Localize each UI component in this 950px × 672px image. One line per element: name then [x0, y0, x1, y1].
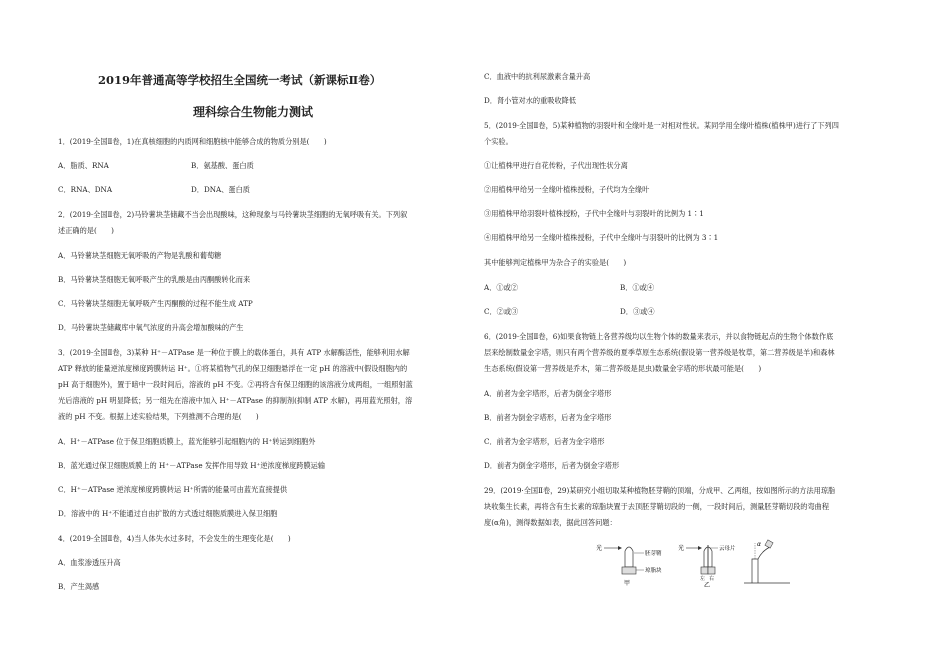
coleoptile-tip-jia: [625, 547, 633, 567]
coleoptile-segment: [752, 559, 758, 583]
q3-stem-line5: 液的 pH 不变。根据上述实验结果，下列推测不合理的是( ): [58, 412, 259, 421]
coleoptile-figure: [594, 537, 794, 589]
q1-option-d: D．DNA、蛋白质: [191, 185, 250, 194]
q5-experiment-1: ①让植株甲进行自花传粉，子代出现性状分离: [484, 161, 628, 170]
q2-option-c: C．马铃薯块茎细胞无氧呼吸产生丙酮酸的过程不能生成 ATP: [58, 299, 253, 308]
q5-stem-line1: 5．(2019·全国Ⅱ卷，5)某种植物的羽裂叶和全缘叶是一对相对性状。某同学用全缘叶植株(植株甲)进行了下列四: [484, 121, 839, 130]
q5-experiment-2: ②用植株甲给另一全缘叶植株授粉，子代均为全缘叶: [484, 185, 650, 194]
fig-coleoptile-label: 胚芽鞘: [645, 551, 662, 557]
bent-part: [758, 547, 770, 559]
q5-experiment-3: ③用植株甲给羽裂叶植株授粉，子代中全缘叶与羽裂叶的比例为 1∶1: [484, 209, 704, 218]
agar-block-right: [708, 567, 715, 574]
q1-option-a: A．脂质、RNA: [58, 161, 109, 170]
q6-option-c: C．前者为金字塔形，后者为金字塔形: [484, 437, 605, 446]
q3-option-d: D．溶液中的 H⁺不能通过自由扩散的方式透过细胞质膜进入保卫细胞: [58, 509, 278, 518]
q4-option-a: A．血浆渗透压升高: [58, 558, 121, 567]
exam-title: 2019年普通高等学校招生全国统一考试（新课标Ⅱ卷）: [98, 73, 382, 87]
q3-stem-line3: pH 高于细胞外)，置于暗中一段时间后，溶液的 pH 不变。②再将含有保卫细胞的该溶液分成两组，一组照射蓝: [58, 380, 413, 389]
q3-stem-line2: ATP 释放的能量逆浓度梯度跨膜转运 H⁺。①将某植物气孔的保卫细胞悬浮在一定 pH 的溶液中(假设细胞内的: [58, 364, 408, 373]
q6-stem-line3: 生态系统(假设第一营养级是乔木，第二营养级是昆虫)数量金字塔的形状最可能是( ): [484, 364, 762, 373]
light-arrowhead-jia: [618, 546, 622, 550]
q3-stem-line1: 3．(2019·全国Ⅱ卷，3)某种 H⁺－ATPase 是一种位于膜上的载体蛋白，具有 ATP 水解酶活性，能够利用水解: [58, 348, 410, 357]
q3-option-b: B．蓝光通过保卫细胞质膜上的 H⁺－ATPase 发挥作用导致 H⁺逆浓度梯度跨膜运输: [58, 461, 326, 470]
fig-jia-label: 甲: [624, 580, 631, 587]
q1-option-c: C．RNA、DNA: [58, 185, 113, 194]
light-arrowhead-yi: [698, 546, 702, 550]
q6-stem-line2: 层来绘制数量金字塔，则只有两个营养级的夏季草原生态系统(假设第一营养级是牧草，第二营养级是羊)和森林: [484, 348, 835, 357]
q3-option-c: C．H⁺－ATPase 逆浓度梯度跨膜转运 H⁺所需的能量可由蓝光直接提供: [58, 485, 288, 494]
q2-stem-line2: 述正确的是( ): [58, 226, 114, 235]
fig-light-label-jia: 光: [596, 545, 603, 552]
q6-stem-line1: 6．(2019·全国Ⅱ卷，6)如果食物链上各营养级均以生物个体的数量来表示，并以食物链起点的生物个体数作底: [484, 332, 834, 341]
q4-option-b: B．产生渴感: [58, 582, 100, 591]
q4-option-d: D．肾小管对水的重吸收降低: [484, 96, 577, 105]
q5-experiment-4: ④用植株甲给另一全缘叶植株授粉，子代中全缘叶与羽裂叶的比例为 3∶1: [484, 233, 719, 242]
q6-option-d: D．前者为倒金字塔形，后者为倒金字塔形: [484, 461, 620, 470]
q3-stem-line4: 光后溶液的 pH 明显降低；另一组先在溶液中加入 H⁺－ATPase 的抑制剂(抑制 ATP 水解)，再用蓝光照射，溶: [58, 396, 413, 405]
fig-left-label: 左: [700, 576, 706, 582]
q29-stem-line1: 29．(2019·全国Ⅱ卷，29)某研究小组切取某种植物胚芽鞘的顶端，分成甲、乙两组，按如图所示的方法用琼脂: [484, 486, 836, 495]
agar-block-left: [701, 567, 708, 574]
fig-agar-label: 琼脂块: [645, 568, 662, 574]
q2-option-a: A．马铃薯块茎细胞无氧呼吸的产物是乳酸和葡萄糖: [58, 251, 222, 260]
q5-option-b: B．①或④: [620, 283, 655, 292]
q5-option-d: D．③或④: [620, 307, 655, 316]
agar-on-segment: [765, 540, 773, 548]
q3-option-a: A．H⁺－ATPase 位于保卫细胞质膜上，蓝光能够引起细胞内的 H⁺转运到细胞外: [58, 437, 316, 446]
q2-option-b: B．马铃薯块茎细胞无氧呼吸产生的乳酸是由丙酮酸转化而来: [58, 275, 251, 284]
q6-option-b: B．前者为倒金字塔形，后者为金字塔形: [484, 413, 612, 422]
fig-mica-label: 云母片: [719, 546, 736, 552]
q4-option-c: C．血液中的抗利尿激素含量升高: [484, 72, 591, 81]
q29-stem-line2: 块收集生长素，再将含有生长素的琼脂块置于去顶胚芽鞘切段的一侧，一段时间后，测量胚芽鞘切段的弯曲程: [484, 502, 830, 511]
q5-stem-line2: 个实验。: [484, 137, 513, 146]
fig-light-label-yi: 光: [678, 545, 685, 552]
q4-stem: 4．(2019·全国Ⅱ卷，4)当人体失水过多时，不会发生的生理变化是( ): [58, 534, 291, 543]
q5-question: 其中能够判定植株甲为杂合子的实验是( ): [484, 258, 627, 267]
q6-option-a: A．前者为金字塔形，后者为倒金字塔形: [484, 389, 612, 398]
q1-option-b: B．氨基酸、蛋白质: [191, 161, 254, 170]
q1-stem: 1．(2019·全国Ⅱ卷，1)在真核细胞的内质网和细胞核中能够合成的物质分别是( ): [58, 137, 327, 146]
q29-stem-line3: 度(α角)，测得数据如表，据此回答问题：: [484, 518, 617, 527]
q5-option-a: A．①或②: [484, 283, 518, 292]
fig-alpha-label: α: [757, 541, 761, 548]
agar-block-jia: [622, 567, 636, 574]
q2-option-d: D．马铃薯块茎储藏库中氧气浓度的升高会增加酸味的产生: [58, 323, 244, 332]
exam-subtitle: 理科综合生物能力测试: [193, 105, 314, 119]
fig-yi-label: 乙: [704, 582, 711, 589]
q5-option-c: C．②或③: [484, 307, 519, 316]
fig-right-label: 右: [709, 576, 715, 582]
q2-stem-line1: 2．(2019·全国Ⅱ卷，2)马铃薯块茎储藏不当会出现酸味，这种现象与马铃薯块茎细胞的无氧呼吸有关。下列叙: [58, 210, 408, 219]
